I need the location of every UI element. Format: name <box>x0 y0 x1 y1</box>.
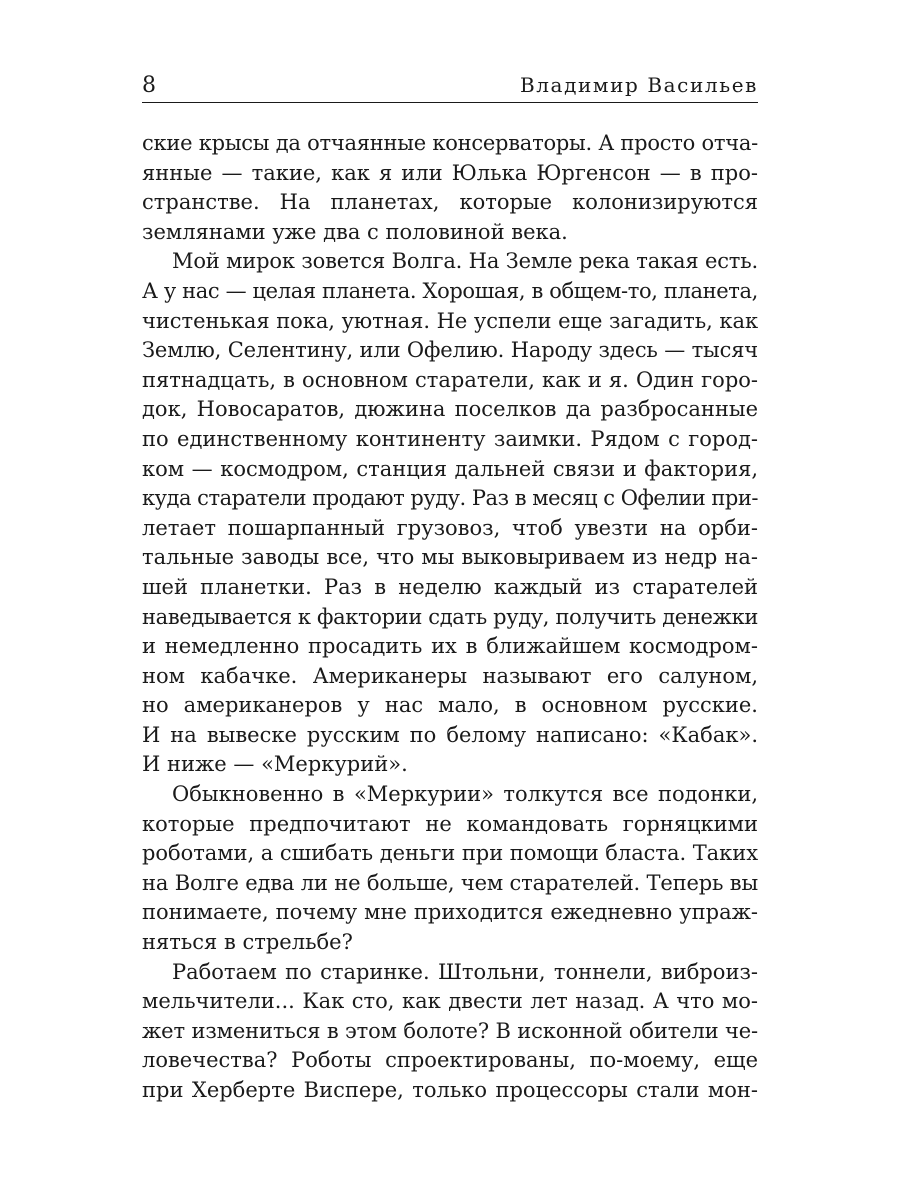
text-line: по единственному континенту заимки. Рядом с город- <box>142 426 758 451</box>
text-line: землянами уже два с половиной века. <box>142 219 568 244</box>
text-line: А у нас — целая планета. Хорошая, в общем-то, планета, <box>142 278 758 303</box>
text-line: пятнадцать, в основном старатели, как и я. Один горо- <box>142 367 758 392</box>
text-line: и немедленно просадить их в ближайшем космодром- <box>142 634 758 659</box>
text-line: Обыкновенно в «Меркурии» толкутся все подонки, <box>172 782 758 807</box>
text-line: на Волге едва ли не больше, чем старателей. Теперь вы <box>142 870 759 895</box>
text-line: тальные заводы все, что мы выковыриваем из недр на- <box>142 545 758 570</box>
page-number: 8 <box>142 73 156 98</box>
text-line: ловечества? Роботы спроектированы, по-моему, еще <box>142 1048 758 1073</box>
text-line: ские крысы да отчаянные консерваторы. А просто отча- <box>142 131 758 155</box>
book-page <box>142 72 758 1106</box>
text-line: роботами, а сшибать деньги при помощи бласта. Таких <box>142 841 758 866</box>
text-line: летает пошарпанный грузовоз, чтоб увезти на орби- <box>142 515 758 540</box>
text-line: странстве. На планетах, которые колонизируются <box>142 190 758 215</box>
text-line: понимаете, почему мне приходится ежедневно упраж- <box>142 900 758 925</box>
text-line: куда старатели продают руду. Раз в месяц с Офелии при- <box>142 486 759 511</box>
author-name: Владимир Васильев <box>519 73 758 97</box>
text-line: наведывается к фактории сдать руду, получить денежки <box>142 604 758 629</box>
text-line: няться в стрельбе? <box>142 930 353 955</box>
text-line: И на вывеске русским по белому написано: «Кабак». <box>142 722 758 747</box>
text-line: которые предпочитают не командовать горняцкими <box>142 811 758 836</box>
text-line: И ниже — «Меркурий». <box>142 752 408 777</box>
text-line: но американеров у нас мало, в основном русские. <box>142 693 758 718</box>
text-line: янные — такие, как я или Юлька Юргенсон — в про- <box>142 160 758 185</box>
running-header <box>142 72 758 103</box>
text-line: Работаем по старинке. Штольни, тоннели, виброиз- <box>172 959 758 984</box>
text-line: жет измениться в этом болоте? В исконной обители че- <box>142 1018 759 1043</box>
text-line: Землю, Селентину, или Офелию. Народу здесь — тысяч <box>142 338 759 363</box>
text-line: шей планетки. Раз в неделю каждый из старателей <box>142 574 758 599</box>
text-line: ком — космодром, станция дальней связи и фактория, <box>142 456 758 481</box>
body-text <box>142 129 758 1106</box>
text-line: при Херберте Виспере, только процессоры стали мон- <box>142 1078 758 1102</box>
text-line: чистенькая пока, уютная. Не успели еще загадить, как <box>142 308 759 333</box>
text-line: мельчители... Как сто, как двести лет назад. А что мо- <box>142 989 758 1014</box>
text-line: док, Новосаратов, дюжина поселков да разбросанные <box>142 397 758 422</box>
text-line: ном кабачке. Американеры называют его салуном, <box>142 663 758 688</box>
text-line: Мой мирок зовется Волга. На Земле река такая есть. <box>172 249 758 274</box>
